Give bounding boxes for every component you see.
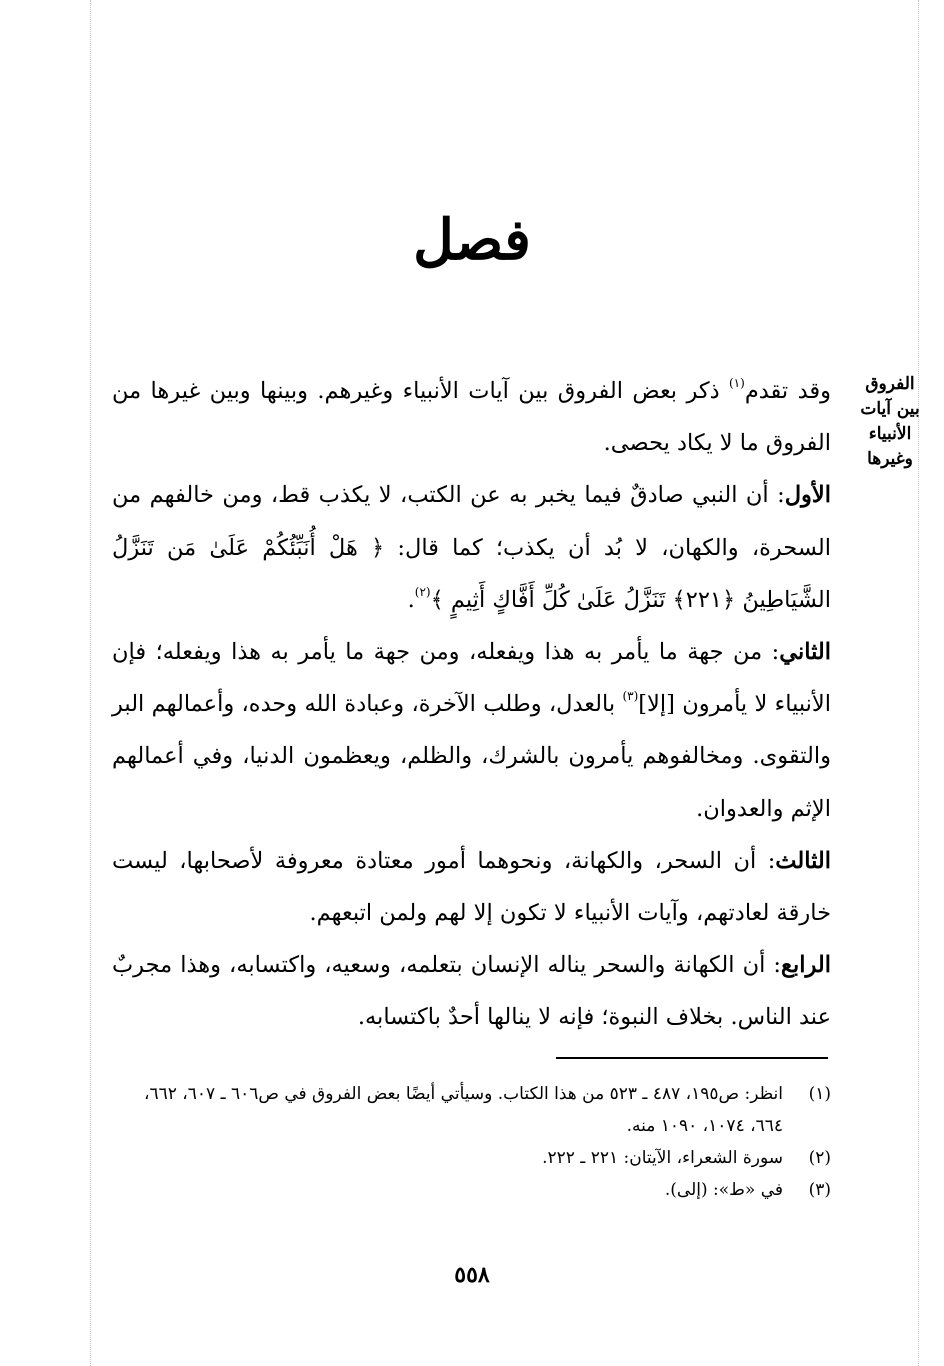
paragraph-text: : من جهة ما يأمر به هذا ويفعله، ومن جهة ما يأمر به هذا ويفعله؛ فإن الأنبياء لا يأمرون [إلا] [112, 639, 832, 718]
paragraph-fourth [112, 939, 831, 1043]
footnote-ref: (٢) [414, 584, 431, 599]
paragraph-text: : أن السحر، والكهانة، ونحوهما أمور معتادة معروفة لأصحابها، ليست خارقة لعادتهم، وآيات الأنبياء لا تكون إلا لهم ولمن اتبعهم. [112, 847, 831, 927]
footnote-divider [556, 1057, 828, 1059]
paragraph-text: بالعدل، وطلب الآخرة، وعبادة الله وحده، وأعمالهم البر والتقوى. ومخالفوهم يأمرون بالشرك، والظلم، ويعظمون الدنيا، وفي أعمالهم الإثم والعدوان. [112, 691, 831, 822]
paragraph-text: : أن النبي صادقٌ فيما يخبر به عن الكتب، لا يكذب قط، ومن خالفهم من السحرة، والكهان، لا بُد أن يكذب؛ كما قال: ﴿ هَلْ أُنَبِّئُكُمْ عَلَىٰ مَن تَنَزَّلُ الشَّيَاطِينُ ﴿٢٢١﴾ تَنَزَّلُ عَلَىٰ كُلِّ أَفَّاكٍ أَثِيمٍ ﴾ [112, 482, 831, 613]
paragraph-text: ذكر بعض الفروق بين آيات الأنبياء وغيرهم. وبينها وبين غيرها من الفروق ما لا يكاد يحصى. [112, 378, 831, 457]
main-text [112, 365, 831, 1044]
footnote-number: (٢) [808, 1148, 831, 1168]
paragraph-text: : أن الكهانة والسحر يناله الإنسان بتعلمه، وسعيه، واكتسابه، وهذا مجربٌ عند الناس. بخلاف النبوة؛ فإنه لا ينالها أحدٌ باكتسابه. [112, 952, 831, 1031]
paragraph-label: الأول [784, 482, 831, 509]
footnote [112, 1142, 831, 1174]
footnote-ref: (١) [728, 376, 745, 390]
margin-note-line: بين آيات الأنبياء [860, 399, 920, 444]
paragraph-label: الرابع [780, 952, 831, 979]
paragraph-intro [112, 365, 831, 469]
margin-note-line: وغيرها [867, 449, 913, 469]
section-title: فصل [413, 207, 531, 273]
footnote-ref: (٣) [622, 689, 639, 704]
paragraph-third [112, 835, 831, 939]
footnote-text: سورة الشعراء، الآيتان: ٢٢١ ـ ٢٢٢. [542, 1148, 783, 1168]
paragraph-text: وقد تقدم [744, 378, 832, 404]
paragraph-label: الثالث [775, 847, 831, 874]
page-number: ٥٥٨ [454, 1262, 490, 1288]
footnote [112, 1174, 831, 1206]
paragraph-second [112, 626, 831, 835]
footnotes [112, 1078, 831, 1206]
paragraph-end: . [407, 586, 415, 613]
paragraph-first [112, 469, 831, 626]
margin-note-line: الفروق [865, 374, 915, 394]
footnote-text: انظر: ص١٩٥، ٤٨٧ ـ ٥٢٣ من هذا الكتاب. وسيأتي أيضًا بعض الفروق في ص٦٠٦ ـ ٦٠٧، ٦٦٢، ٦٦٤، ١٠٧٤، ١٠٩٠ منه. [143, 1084, 783, 1136]
footnote-number: (١) [808, 1084, 831, 1104]
paragraph-label: الثاني [779, 639, 831, 666]
footnote [112, 1078, 831, 1142]
footnote-text: في «ط»: (إلى). [664, 1180, 783, 1200]
margin-note [842, 372, 938, 472]
footnote-number: (٣) [808, 1180, 831, 1200]
